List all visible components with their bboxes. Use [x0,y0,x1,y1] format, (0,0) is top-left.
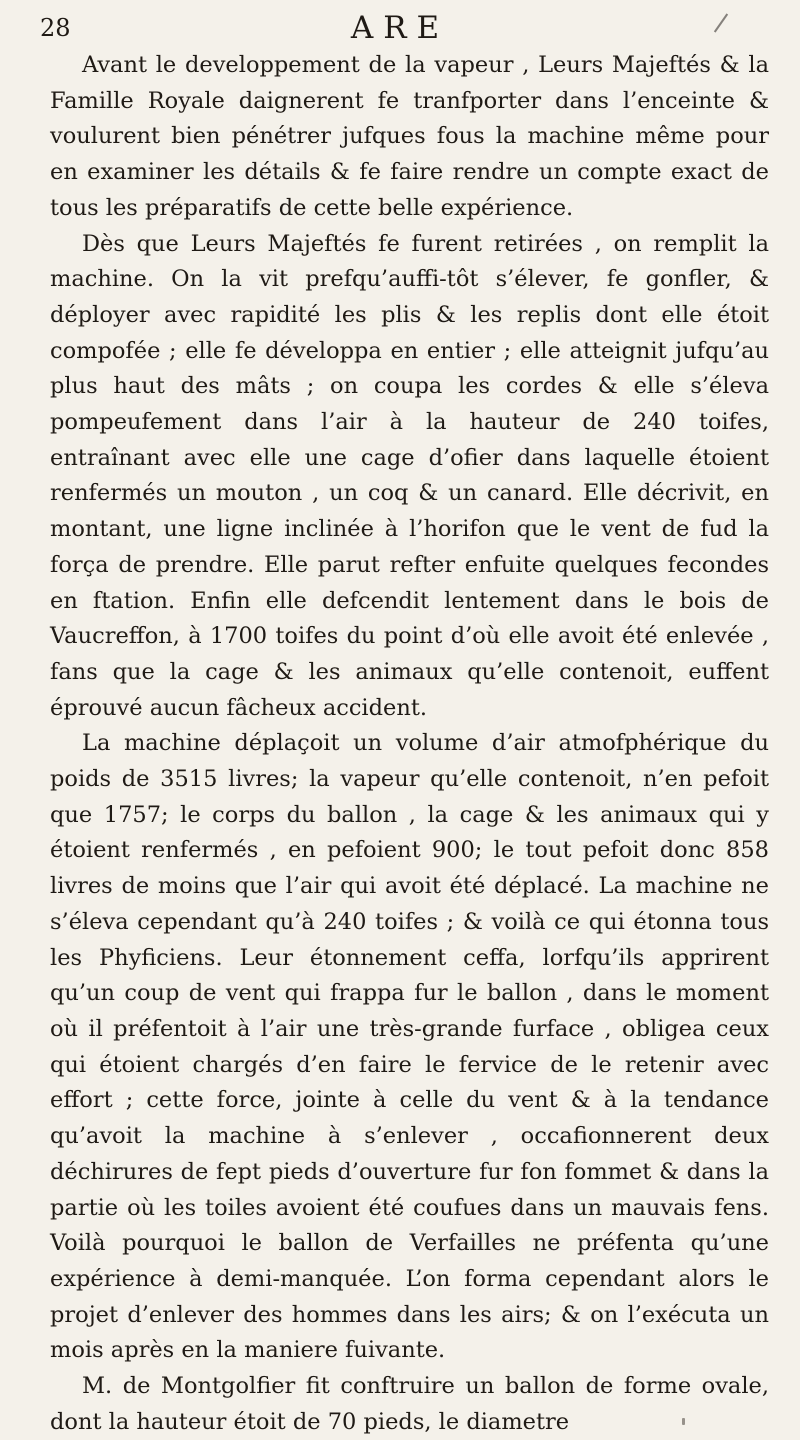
paragraph-1: Avant le developpement de la vapeur , Leurs Majeftés & la Famille Royale daignerent fe tranfporter dans l’enceinte & voulurent bien pénétrer jufques fous la machine même pour en examiner les détails & fe faire rendre un compte exact de tous les préparatifs de cette belle expérience. [50,52,769,221]
running-head: ARE [350,10,450,46]
ink-speck [682,1418,685,1425]
paragraph-3: La machine déplaçoit un volume d’air atmofphérique du poids de 3515 livres; la vapeur qu’elle contenoit, n’en pefoit que 1757; le corps du ballon , la cage & les animaux qui y étoient renfermés , en pefoient 900; le tout pefoit donc 858 livres de moins que l’air qui avoit été déplacé. La machine ne s’éleva cependant qu’à 240 toifes ; & voilà ce qui étonna tous les Phyficiens. Leur étonnement ceffa, lorfqu’ils apprirent qu’un coup de vent qui frappa fur le ballon , dans le moment où il préfentoit à l’air une très-grande furface , obligea ceux qui étoient chargés d’en faire le fervice de le retenir avec effort ; cette force, jointe à celle du vent & à la tendance qu’avoit la machine à s’enlever , occafionnerent deux déchirures de fept pieds d’ouverture fur fon fommet & dans la partie où les toiles avoient été coufues dans un mauvais fens. Voilà pourquoi le ballon de Verfailles ne préfenta qu’une expérience à demi-manquée. L’on forma cependant alors le projet d’enlever des hommes dans les airs; & on l’exécuta un mois après en la maniere fuivante. [50,730,769,1364]
paragraph-4: M. de Montgolfier fit conftruire un ballon de forme ovale, dont la hauteur étoit de 70 pieds, le diametre [50,1373,769,1435]
body-text [50,48,769,1440]
page-number: 28 [40,14,71,42]
page-header [40,6,760,50]
paragraph-2: Dès que Leurs Majeftés fe furent retirées , on remplit la machine. On la vit prefqu’auffi-tôt s’élever, fe gonfler, & déployer avec rapidité les plis & les replis dont elle étoit compofée ; elle fe développa en entier ; elle atteignit jufqu’au plus haut des mâts ; on coupa les cordes & elle s’éleva pompeufement dans l’air à la hauteur de 240 toifes, entraînant avec elle une cage d’ofier dans laquelle étoient renfermés un mouton , un coq & un canard. Elle décrivit, en montant, une ligne inclinée à l’horifon que le vent de fud la força de prendre. Elle parut refter enfuite quelques fecondes en ftation. Enfin elle defcendit lentement dans le bois de Vaucreffon, à 1700 toifes du point d’où elle avoit été enlevée , fans que la cage & les animaux qu’elle contenoit, euffent éprouvé aucun fâcheux accident. [50,230,769,721]
